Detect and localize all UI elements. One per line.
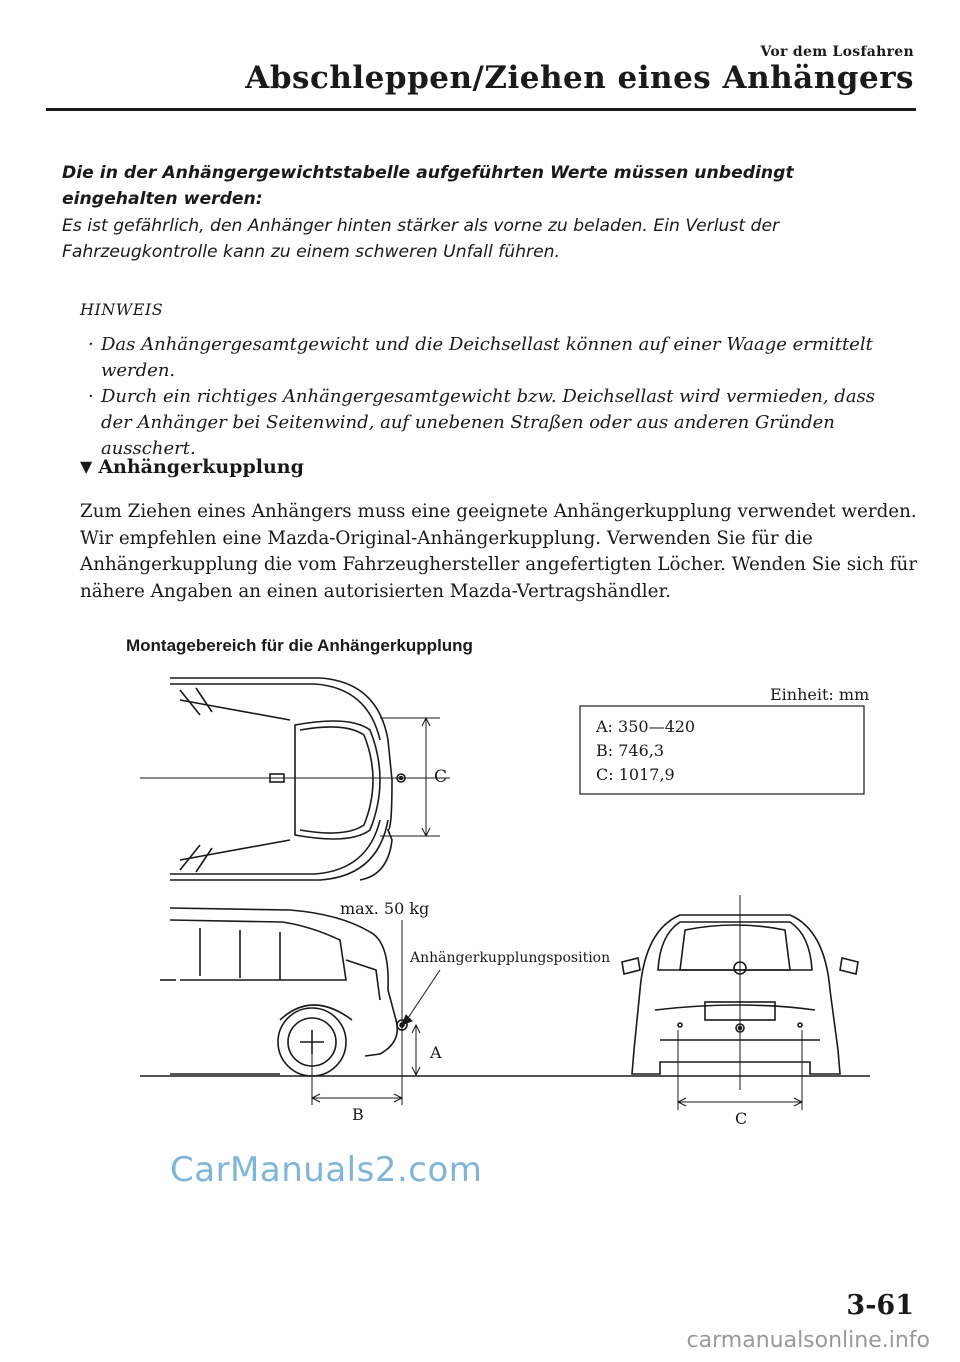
hitch-paragraph: Zum Ziehen eines Anhängers muss eine geeignete Anhängerkupplung verwendet werden. Wir empfehlen eine Mazda-Original-Anhängerkupplung. Verwenden Sie für die Anhängerkupplung die vom Fahrzeughersteller angefertigten Löcher. Wenden Sie sich für nähere Angaben an einen autorisierten Mazda-Vertragshändler.	[80, 501, 918, 602]
value-c: C: 1017,9	[596, 765, 675, 784]
unit-label: Einheit: mm	[770, 685, 870, 704]
note-item-text: Das Anhängergesamtgewicht und die Deichsellast können auf einer Waage ermittelt werden.	[101, 334, 873, 381]
car-side-view	[160, 908, 397, 1076]
max-load-label: max. 50 kg	[340, 899, 430, 918]
dimension-label-c-top: C	[434, 767, 448, 787]
warning-body: Es ist gefährlich, den Anhänger hinten stärker als vorne zu beladen. Ein Verlust der Fahrzeugkontrolle kann zu einem schweren Unfall führen.	[62, 216, 780, 262]
note-item-text: Durch ein richtiges Anhängergesamtgewicht bzw. Deichsellast wird vermieden, dass der Anhänger bei Seitenwind, auf unebenen Straßen oder aus anderen Gründen ausschert.	[101, 386, 876, 459]
bullet-icon: ·	[88, 386, 94, 407]
hitch-diagram	[140, 670, 890, 1140]
car-top-view	[170, 678, 405, 880]
note-item	[88, 384, 908, 462]
warning-lead: Die in der Anhängergewichtstabelle aufgeführten Werte müssen unbedingt eingehalten werden:	[62, 163, 794, 209]
footer-site-link[interactable]: carmanualsonline.info	[686, 1328, 930, 1353]
title-rule	[46, 108, 916, 111]
subsection-heading	[80, 456, 304, 478]
triangle-down-icon: ▼	[80, 457, 93, 476]
watermark-logo: CarManuals2.com	[170, 1150, 483, 1190]
page-number: 3-61	[846, 1290, 914, 1321]
value-b: B: 746,3	[596, 741, 665, 760]
page-title: Abschleppen/Ziehen eines Anhängers	[245, 60, 914, 96]
value-a: A: 350—420	[596, 717, 696, 736]
bullet-icon: ·	[88, 334, 94, 355]
section-label: Vor dem Losfahren	[760, 44, 914, 60]
dimension-label-a: A	[430, 1043, 442, 1062]
subsection-heading-text: Anhängerkupplung	[98, 456, 304, 478]
dimension-label-c-rear: C	[735, 1109, 748, 1128]
note-item	[88, 332, 908, 384]
hitch-position-label: Anhängerkupplungsposition	[410, 950, 611, 966]
note-heading: HINWEIS	[80, 300, 164, 319]
figure-caption: Montagebereich für die Anhängerkupplung	[126, 636, 473, 655]
warning-block	[62, 160, 902, 265]
dimension-label-b: B	[352, 1105, 364, 1124]
note-list	[88, 332, 908, 462]
